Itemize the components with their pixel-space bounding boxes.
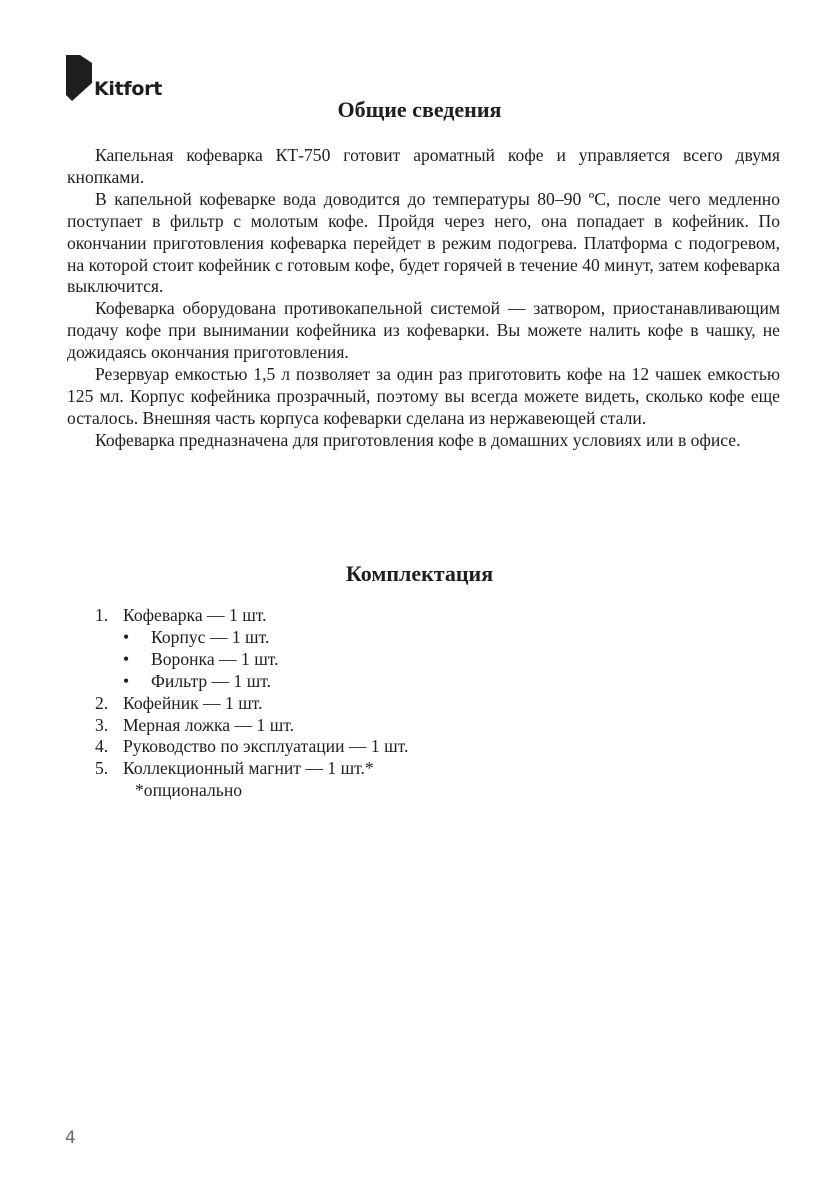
list-item-text: Кофеварка — 1 шт. [123,605,267,625]
general-body [67,145,780,452]
bullet-icon: • [123,670,130,691]
list-item-number: 3. [95,714,109,735]
list-item-text: Коллекционный магнит — 1 шт.* [123,758,374,779]
list-item-number: 5. [95,758,109,779]
brand-logo [66,49,162,101]
list-item-number: 1. [95,605,109,625]
list-item-text: Мерная ложка — 1 шт. [123,714,295,735]
list-item-number: 4. [95,736,109,757]
brand-name: Kitfort [94,78,162,100]
paragraph: Резервуар емкостью 1,5 л позволяет за один раз приготовить кофе на 12 чашек емкостью 125 мл. Корпус кофейника прозрачный, поэтому вы всегда можете видеть, сколько кофе еще осталось. Внешняя часть корпуса кофеварки сделана из нержавеющей стали. [67,364,780,428]
sub-list-item-text: Корпус — 1 шт. [151,626,270,647]
footnote: *опционально [135,780,243,801]
paragraph: В капельной кофеварке вода доводится до температуры 80–90 ºС, после чего медленно поступает в фильтр с молотым кофе. Пройдя через него, она попадает в кофейник. По окончании приготовления кофеварка перейдет в режим подогрева. Платформа с подогревом, на которой стоит кофейник с готовым кофе, будет горячей в течение 40 минут, затем кофеварка выключится. [67,188,780,297]
list-item-text: Кофейник — 1 шт. [123,692,263,713]
list-item [95,693,695,715]
list-item [95,715,695,737]
section-title-general: Общие сведения [337,97,502,122]
sub-list-item [95,649,695,671]
list-item-number: 2. [95,692,109,713]
sub-list-item [95,671,695,693]
list-item [95,605,695,627]
page-number: 4 [65,1128,76,1148]
sub-list-item [95,627,695,649]
kitfort-logo-mark-icon [66,55,92,101]
paragraph: Кофеварка предназначена для приготовления кофе в домашних условиях или в офисе. [95,429,741,450]
bullet-icon: • [123,648,130,669]
list-item [95,758,695,780]
contents-list [95,605,695,802]
paragraph: Кофеварка оборудована противокапельной системой — затвором, приостанавливающим подачу кофе при вынимании кофейника из кофеварки. Вы можете налить кофе в чашку, не дожидаясь окончания приготовления. [67,298,780,363]
section-title-contents: Комплектация [345,561,494,586]
sub-list-item-text: Воронка — 1 шт. [151,648,279,669]
paragraph: Капельная кофеварка КТ-750 готовит ароматный кофе и управляется всего двумя кнопками. [67,145,780,187]
list-item-text: Руководство по эксплуатации — 1 шт. [123,736,409,757]
sub-list-item-text: Фильтр — 1 шт. [151,670,272,691]
bullet-icon: • [123,626,130,647]
list-item [95,736,695,758]
